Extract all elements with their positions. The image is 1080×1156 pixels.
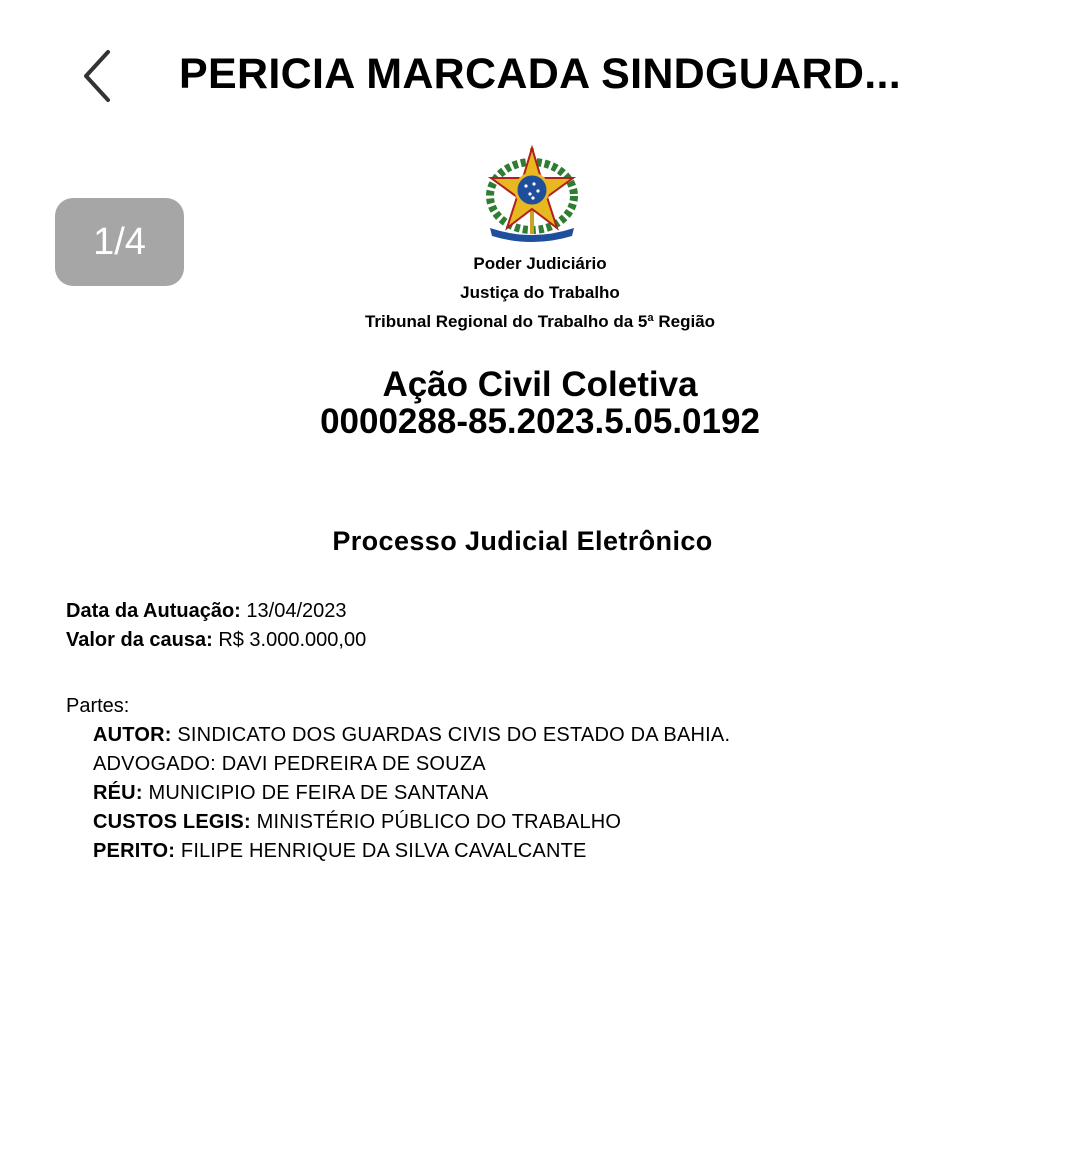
party-row [93, 782, 488, 805]
party-row [93, 811, 621, 834]
party-role: AUTOR: [93, 724, 172, 746]
partes-label: Partes: [66, 695, 130, 717]
institution-line-3: Tribunal Regional do Trabalho da 5ª Região [364, 312, 716, 331]
data-autuacao [66, 600, 347, 623]
system-title: Processo Judicial Eletrônico [332, 526, 713, 556]
valor-causa [66, 629, 366, 652]
page-indicator: 1/4 [55, 198, 184, 286]
valor-causa-value: R$ 3.000.000,00 [218, 629, 367, 651]
party-row [93, 840, 587, 863]
institution-line-2: Justiça do Trabalho [460, 283, 620, 302]
top-bar [0, 0, 1080, 150]
party-role: CUSTOS LEGIS: [93, 811, 251, 833]
party-row [93, 724, 730, 747]
case-heading [0, 366, 1080, 440]
brazil-coat-of-arms-icon [484, 144, 580, 244]
party-name: SINDICATO DOS GUARDAS CIVIS DO ESTADO DA BAHIA. [177, 724, 731, 746]
case-number: 0000288-85.2023.5.05.0192 [320, 402, 760, 441]
party-name: MINISTÉRIO PÚBLICO DO TRABALHO [256, 811, 622, 833]
party-name: FILIPE HENRIQUE DA SILVA CAVALCANTE [180, 840, 587, 862]
data-autuacao-label: Data da Autuação: [66, 600, 241, 622]
data-autuacao-value: 13/04/2023 [246, 600, 347, 622]
party-role: RÉU: [93, 782, 143, 804]
party-row [93, 753, 486, 776]
party-role: PERITO: [93, 840, 176, 862]
valor-causa-label: Valor da causa: [66, 629, 213, 651]
case-type: Ação Civil Coletiva [382, 365, 698, 404]
party-name: ADVOGADO: DAVI PEDREIRA DE SOUZA [93, 753, 486, 775]
document-title: PERICIA MARCADA SINDGUARD... [179, 50, 901, 98]
party-name: MUNICIPIO DE FEIRA DE SANTANA [148, 782, 489, 804]
institution-line-1: Poder Judiciário [473, 254, 607, 273]
